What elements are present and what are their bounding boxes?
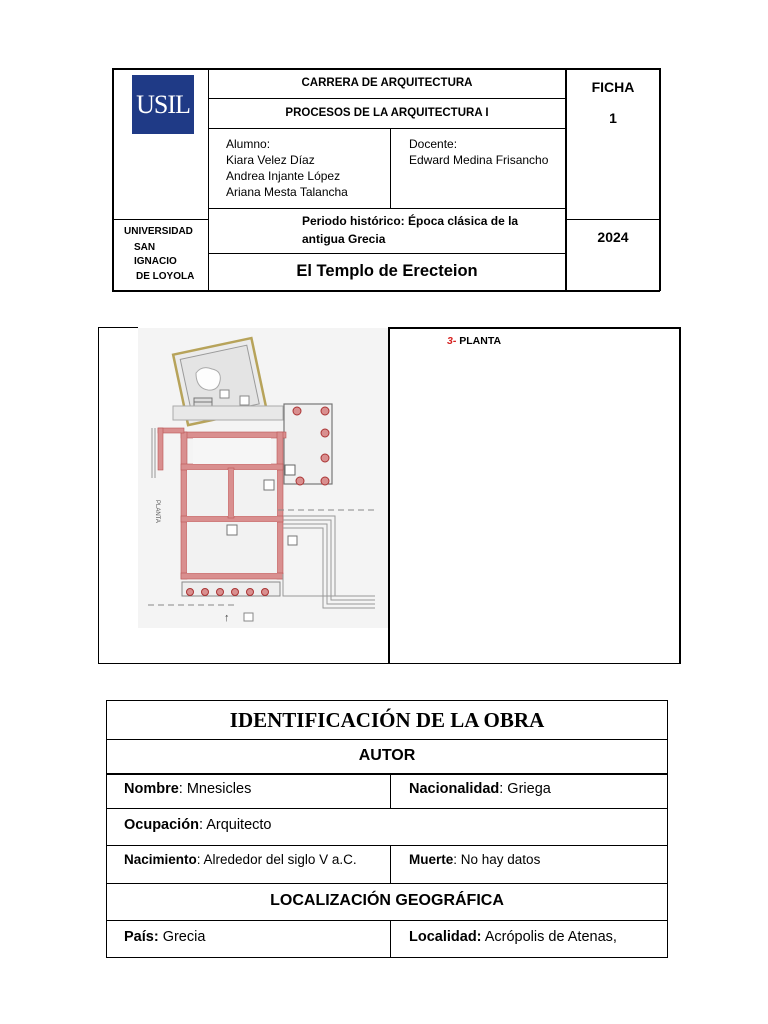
ocupacion-value: : Arquitecto (198, 817, 272, 833)
identification-title: IDENTIFICACIÓN DE LA OBRA (229, 708, 545, 732)
nacimiento-field (124, 852, 357, 867)
nombre-label: Nombre (124, 781, 179, 797)
autor-header: AUTOR (358, 747, 416, 764)
docente-name: Edward Medina Frisancho (409, 153, 549, 167)
nombre-field (124, 781, 251, 797)
muerte-label: Muerte (409, 852, 454, 867)
plan-label: PLANTA (459, 335, 502, 347)
career-title: CARRERA DE ARQUITECTURA (301, 77, 473, 89)
university-name: SAN (134, 242, 156, 253)
nombre-value: : Mnesicles (178, 781, 252, 797)
muerte-value: : No hay datos (453, 852, 541, 867)
periodo-line1 (302, 214, 518, 228)
pais-value: Grecia (158, 929, 206, 945)
work-title: El Templo de Erecteion (296, 262, 478, 280)
pais-field (124, 929, 205, 945)
ocupacion-field (124, 817, 271, 833)
periodo-label: Periodo histórico: (302, 214, 405, 228)
localidad-field (409, 929, 617, 945)
plan-number: 3- (447, 335, 457, 347)
nacimiento-value: : Alrededor del siglo V a.C. (196, 852, 357, 867)
localidad-label: Localidad: (409, 929, 482, 945)
ocupacion-label: Ocupación (124, 817, 199, 833)
student-name: Ariana Mesta Talancha (226, 185, 348, 199)
student-name: Kiara Velez Díaz (226, 153, 315, 167)
docente-label: Docente: (409, 137, 458, 151)
alumno-label: Alumno: (226, 137, 271, 151)
university-name: UNIVERSIDAD (124, 226, 193, 237)
localidad-value: Acrópolis de Atenas, (481, 929, 617, 945)
year: 2024 (597, 229, 629, 245)
ficha-label: FICHA (591, 79, 635, 95)
university-logo (132, 75, 194, 134)
periodo-value-line2: antigua Grecia (302, 232, 386, 246)
nacionalidad-label: Nacionalidad (409, 781, 500, 797)
university-name: IGNACIO (134, 256, 177, 267)
plan-side-label: PLANTA (154, 500, 160, 523)
muerte-field (409, 852, 540, 867)
ficha-number: 1 (609, 110, 617, 126)
university-name: DE LOYOLA (136, 271, 195, 282)
course-title: PROCESOS DE LA ARQUITECTURA I (285, 107, 489, 119)
student-name: Andrea Injante López (226, 169, 341, 183)
north-arrow-icon: ↑ (224, 612, 230, 624)
nacionalidad-value: : Griega (499, 781, 551, 797)
logo-text: USIL (136, 89, 190, 119)
localizacion-header: LOCALIZACIÓN GEOGRÁFICA (270, 892, 504, 909)
floor-plan-drawing (138, 328, 388, 628)
pais-label: País: (124, 929, 159, 945)
plan-heading (447, 335, 501, 347)
nacimiento-label: Nacimiento (124, 852, 197, 867)
periodo-value: Época clásica de la (408, 214, 519, 228)
nacionalidad-field (409, 781, 551, 797)
